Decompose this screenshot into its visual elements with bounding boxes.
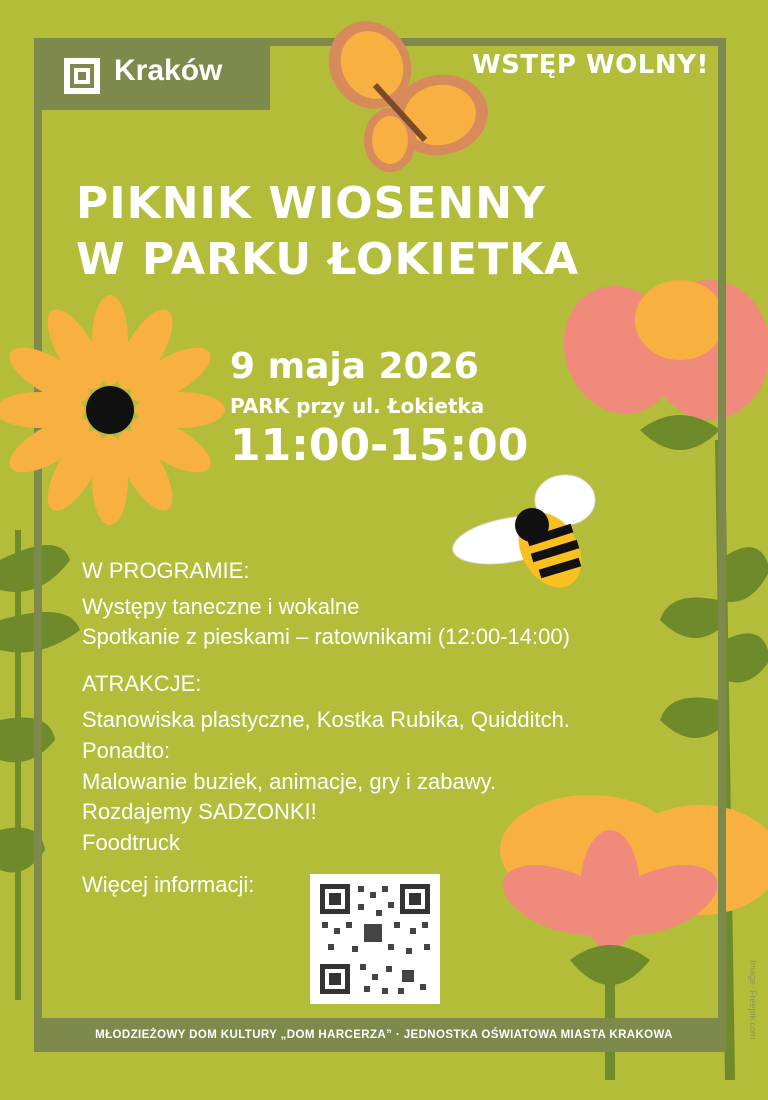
more-info-label: Więcej informacji: bbox=[82, 872, 255, 897]
logo-text: Kraków bbox=[114, 54, 223, 87]
event-place: PARK przy ul. Łokietka bbox=[230, 394, 485, 418]
butterfly-icon bbox=[320, 10, 500, 180]
attractions-line-3: Malowanie buziek, animacje, gry i zabawy. bbox=[82, 769, 497, 794]
attractions-line-5: Foodtruck bbox=[82, 830, 180, 855]
footer-bar: MŁODZIEŻOWY DOM KULTURY „DOM HARCERZA” · JEDNOSTKA OŚWIATOWA MIASTA KRAKOWA bbox=[42, 1018, 726, 1052]
bee-icon bbox=[450, 470, 610, 600]
event-date: 9 maja 2026 bbox=[230, 346, 479, 387]
krakow-logo bbox=[38, 42, 270, 110]
image-credit: Image: Freepik.com bbox=[748, 960, 758, 1040]
sunflower-icon bbox=[0, 295, 230, 525]
free-entry-badge: WSTĘP WOLNY! bbox=[472, 50, 709, 80]
attractions-heading: ATRAKCJE: bbox=[82, 671, 202, 696]
krakow-logo-icon bbox=[62, 56, 102, 96]
event-time: 11:00-15:00 bbox=[230, 420, 529, 471]
program-item-2: Spotkanie z pieskami – ratownikami (12:00-14:00) bbox=[82, 624, 570, 649]
event-title bbox=[76, 176, 696, 288]
title-line-2: W PARKU ŁOKIETKA bbox=[76, 234, 580, 285]
program-item-1: Występy taneczne i wokalne bbox=[82, 594, 360, 619]
title-line-1: PIKNIK WIOSENNY bbox=[76, 178, 546, 229]
program-heading: W PROGRAMIE: bbox=[82, 558, 250, 583]
attractions-line-2: Ponadto: bbox=[82, 738, 171, 763]
attractions-line-4: Rozdajemy SADZONKI! bbox=[82, 799, 317, 824]
attractions-line-1: Stanowiska plastyczne, Kostka Rubika, Quidditch. bbox=[82, 707, 570, 732]
qr-code-icon[interactable] bbox=[310, 874, 440, 1004]
